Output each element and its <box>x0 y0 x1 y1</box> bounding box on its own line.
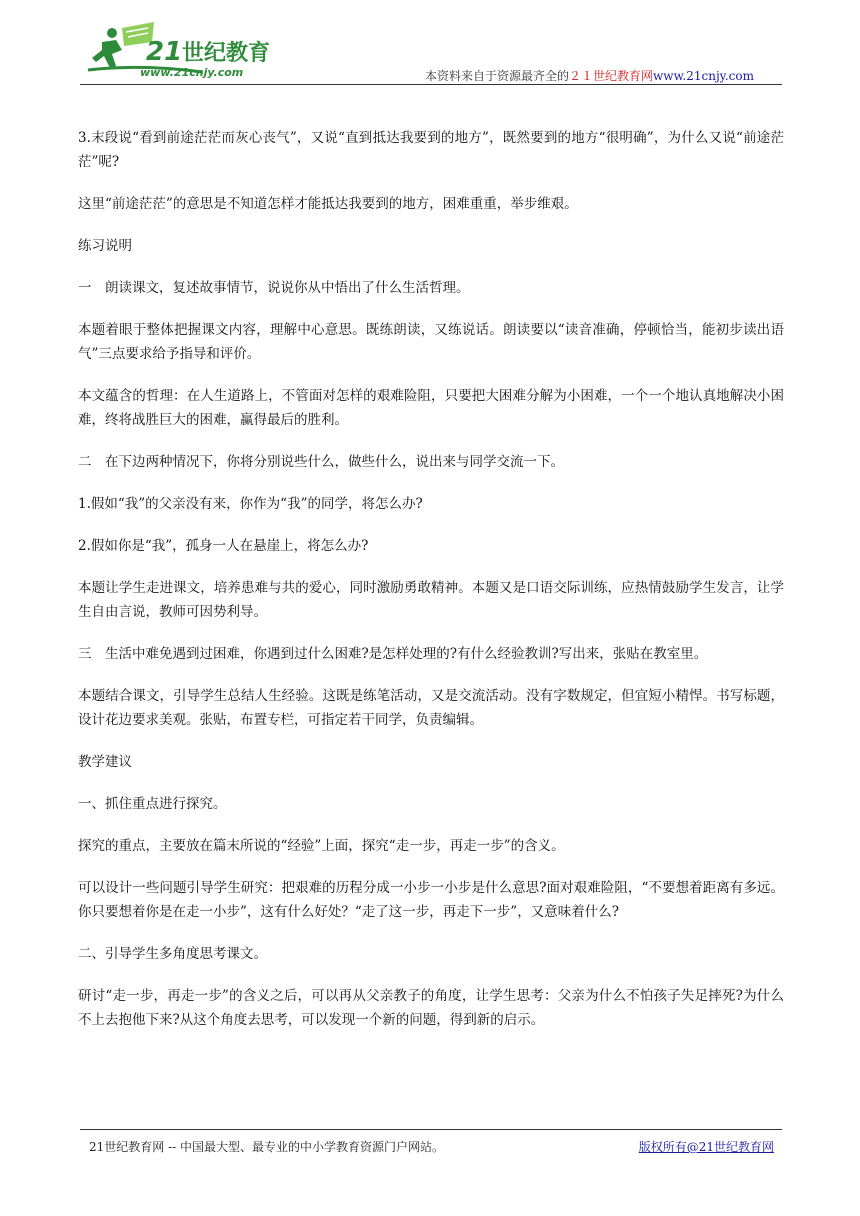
paragraph: 可以设计一些问题引导学生研究：把艰难的历程分成一小步一小步是什么意思?面对艰难险阻，“不要想着距离有多远。你只要想着你是在走一小步”，这有什么好处？“走了这一步，再走下一步”，又意味着什么? <box>78 880 784 920</box>
header-note-prefix: 本资料来自于资源最齐全的 <box>425 69 570 83</box>
paragraph: 2.假如你是“我”，孤身一人在悬崖上，将怎么办? <box>78 538 369 554</box>
paragraph: 本题让学生走进课文，培养患难与共的爱心，同时激励勇敢精神。本题又是口语交际训练，应热情鼓励学生发言，让学生自由言说，教师可因势利导。 <box>78 580 784 620</box>
paragraph: 研讨“走一步，再走一步”的含义之后，可以再从父亲教子的角度，让学生思考：父亲为什么不怕孩子失足摔死?为什么不上去抱他下来?从这个角度去思考，可以发现一个新的问题，得到新的启示。 <box>78 988 784 1028</box>
header-note-sitename: ２１世纪教育网 <box>569 69 654 83</box>
footer-copyright-link[interactable]: 版权所有@21世纪教育网 <box>638 1140 774 1154</box>
paragraph: 本题着眼于整体把握课文内容，理解中心意思。既练朗读，又练说话。朗读要以“读音准确，停顿恰当，能初步读出语气”三点要求给予指导和评价。 <box>78 322 784 362</box>
paragraph: 这里“前途茫茫”的意思是不知道怎样才能抵达我要到的地方，困难重重，举步维艰。 <box>78 196 578 212</box>
svg-text:21: 21 <box>146 37 183 67</box>
paragraph: 本文蕴含的哲理：在人生道路上，不管面对怎样的艰难险阻，只要把大困难分解为小困难，一个一个地认真地解决小困难，终将战胜巨大的困难，赢得最后的胜利。 <box>78 388 784 428</box>
footer-site-description: 21世纪教育网 -- 中国最大型、最专业的中小学教育资源门户网站。 <box>89 1140 445 1154</box>
section-heading: 练习说明 <box>78 238 132 254</box>
page-header <box>0 0 860 100</box>
paragraph: 1.假如“我”的父亲没有来，你作为“我”的同学，将怎么办? <box>78 496 423 512</box>
paragraph: 3.末段说“看到前途茫茫而灰心丧气”，又说“直到抵达我要到的地方”，既然要到的地方“很明确”，为什么又说“前途茫茫”呢? <box>78 130 784 170</box>
site-logo[interactable] <box>82 20 292 82</box>
paragraph: 本题结合课文，引导学生总结人生经验。这既是练笔活动，又是交流活动。没有字数规定，但宜短小精悍。书写标题，设计花边要求美观。张贴，布置专栏，可指定若干同学，负责编辑。 <box>78 688 784 728</box>
svg-text:www.21cnjy.com: www.21cnjy.com <box>140 66 244 79</box>
logo-graphic <box>82 20 292 82</box>
header-note-url[interactable]: www.21cnjy.com <box>653 69 754 83</box>
document-body <box>78 126 784 1050</box>
exercise-item: 三 生活中难免遇到过困难，你遇到过什么困难?是怎样处理的?有什么经验教训?写出来，张贴在教室里。 <box>78 646 708 662</box>
exercise-item: 一 朗读课文，复述故事情节，说说你从中悟出了什么生活哲理。 <box>78 280 470 296</box>
subheading: 二、引导学生多角度思考课文。 <box>78 946 267 962</box>
section-heading: 教学建议 <box>78 754 132 770</box>
footer-divider <box>80 1129 782 1130</box>
header-source-note <box>425 67 754 84</box>
paragraph: 探究的重点，主要放在篇末所说的“经验”上面，探究“走一步，再走一步”的含义。 <box>78 838 565 854</box>
exercise-item: 二 在下边两种情况下，你将分别说些什么，做些什么，说出来与同学交流一下。 <box>78 454 564 470</box>
subheading: 一、抓住重点进行探究。 <box>78 796 227 812</box>
svg-text:世纪教育: 世纪教育 <box>182 41 271 66</box>
header-divider <box>80 84 782 85</box>
